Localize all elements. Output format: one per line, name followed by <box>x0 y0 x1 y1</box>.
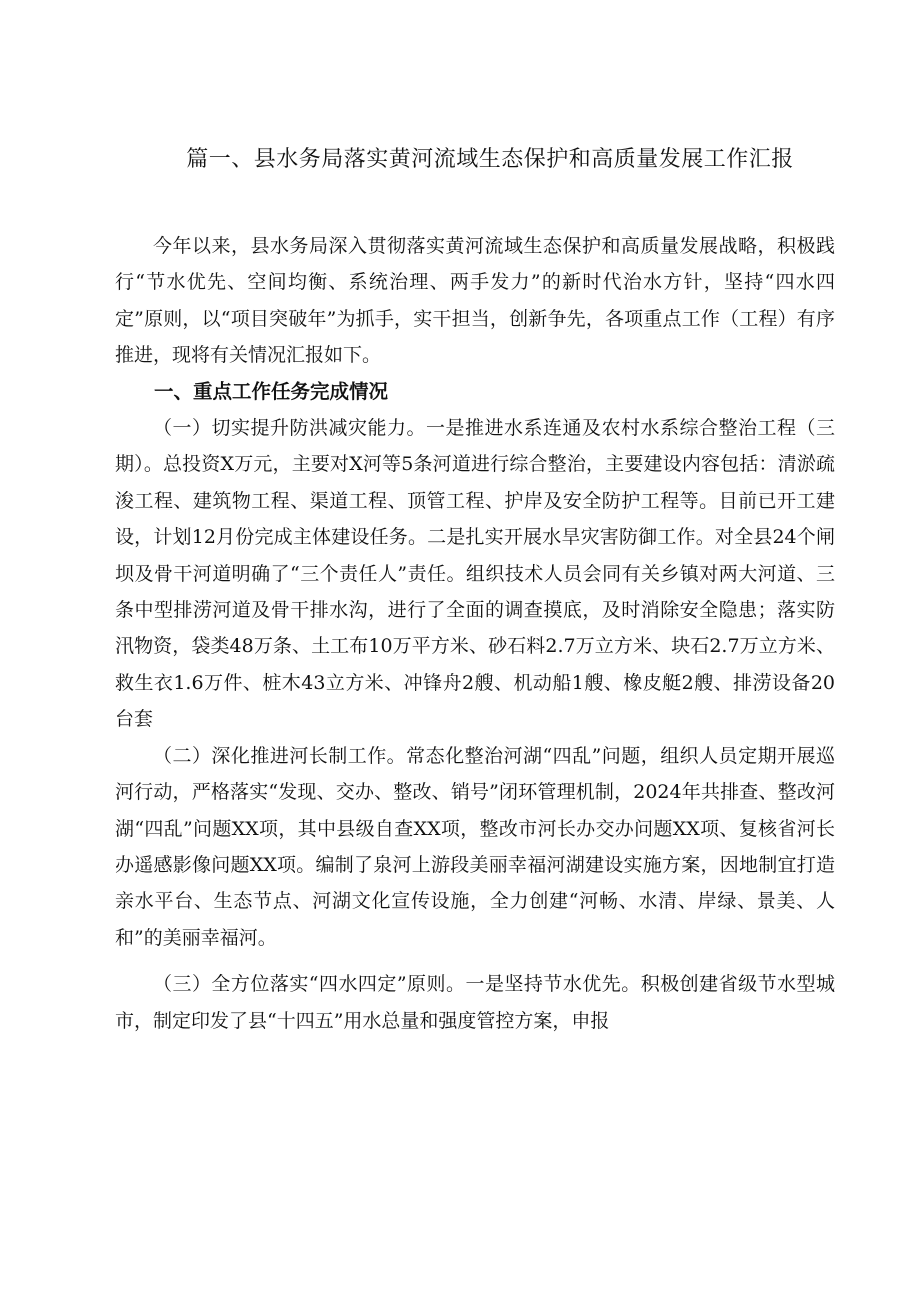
paragraph-river-chief: （二）深化推进河长制工作。常态化整治河湖“四乱”问题，组织人员定期开展巡河行动，严格落实“发现、交办、整改、销号”闭环管理机制，2024年共排查、整改河湖“四乱”问题XX项，其中县级自查XX项，整改市河长办交办问题XX项、复核省河长办遥感影像问题XX项。编制了泉河上游段美丽幸福河湖建设实施方案，因地制宜打造亲水平台、生态节点、河湖文化宣传设施，全力创建“河畅、水清、岸绿、景美、人和”的美丽幸福河。 <box>115 744 835 949</box>
section-heading: 一、重点工作任务完成情况 <box>154 379 389 403</box>
paragraph-flood-control: （一）切实提升防洪减灾能力。一是推进水系连通及农村水系综合整治工程（三期）。总投资X万元，主要对X河等5条河道进行综合整治，主要建设内容包括：清淤疏浚工程、建筑物工程、渠道工程、顶管工程、护岸及安全防护工程等。目前已开工建设，计划12月份完成主体建设任务。二是扎实开展水旱灾害防御工作。对全县24个闸坝及骨干河道明确了“三个责任人”责任。组织技术人员会同有关乡镇对两大河道、三条中型排涝河道及骨干排水沟，进行了全面的调查摸底，及时消除安全隐患；落实防汛物资，袋类48万条、土工布10万平方米、砂石料2.7万立方米、块石2.7万立方米、救生衣1.6万件、桩木43立方米、冲锋舟2艘、机动船1艘、橡皮艇2艘、排涝设备20台套 <box>115 417 835 731</box>
document-title: 篇一、县水务局落实黄河流域生态保护和高质量发展工作汇报 <box>186 147 794 172</box>
paragraph-four-water: （三）全方位落实“四水四定”原则。一是坚持节水优先。积极创建省级节水型城市，制定印发了县“十四五”用水总量和强度管控方案，申报 <box>115 973 835 1032</box>
intro-paragraph: 今年以来，县水务局深入贯彻落实黄河流域生态保护和高质量发展战略，积极践行“节水优先、空间均衡、系统治理、两手发力”的新时代治水方针，坚持“四水四定”原则，以“项目突破年”为抓手，实干担当，创新争先，各项重点工作（工程）有序推进，现将有关情况汇报如下。 <box>115 235 835 367</box>
document-body <box>115 228 835 1039</box>
